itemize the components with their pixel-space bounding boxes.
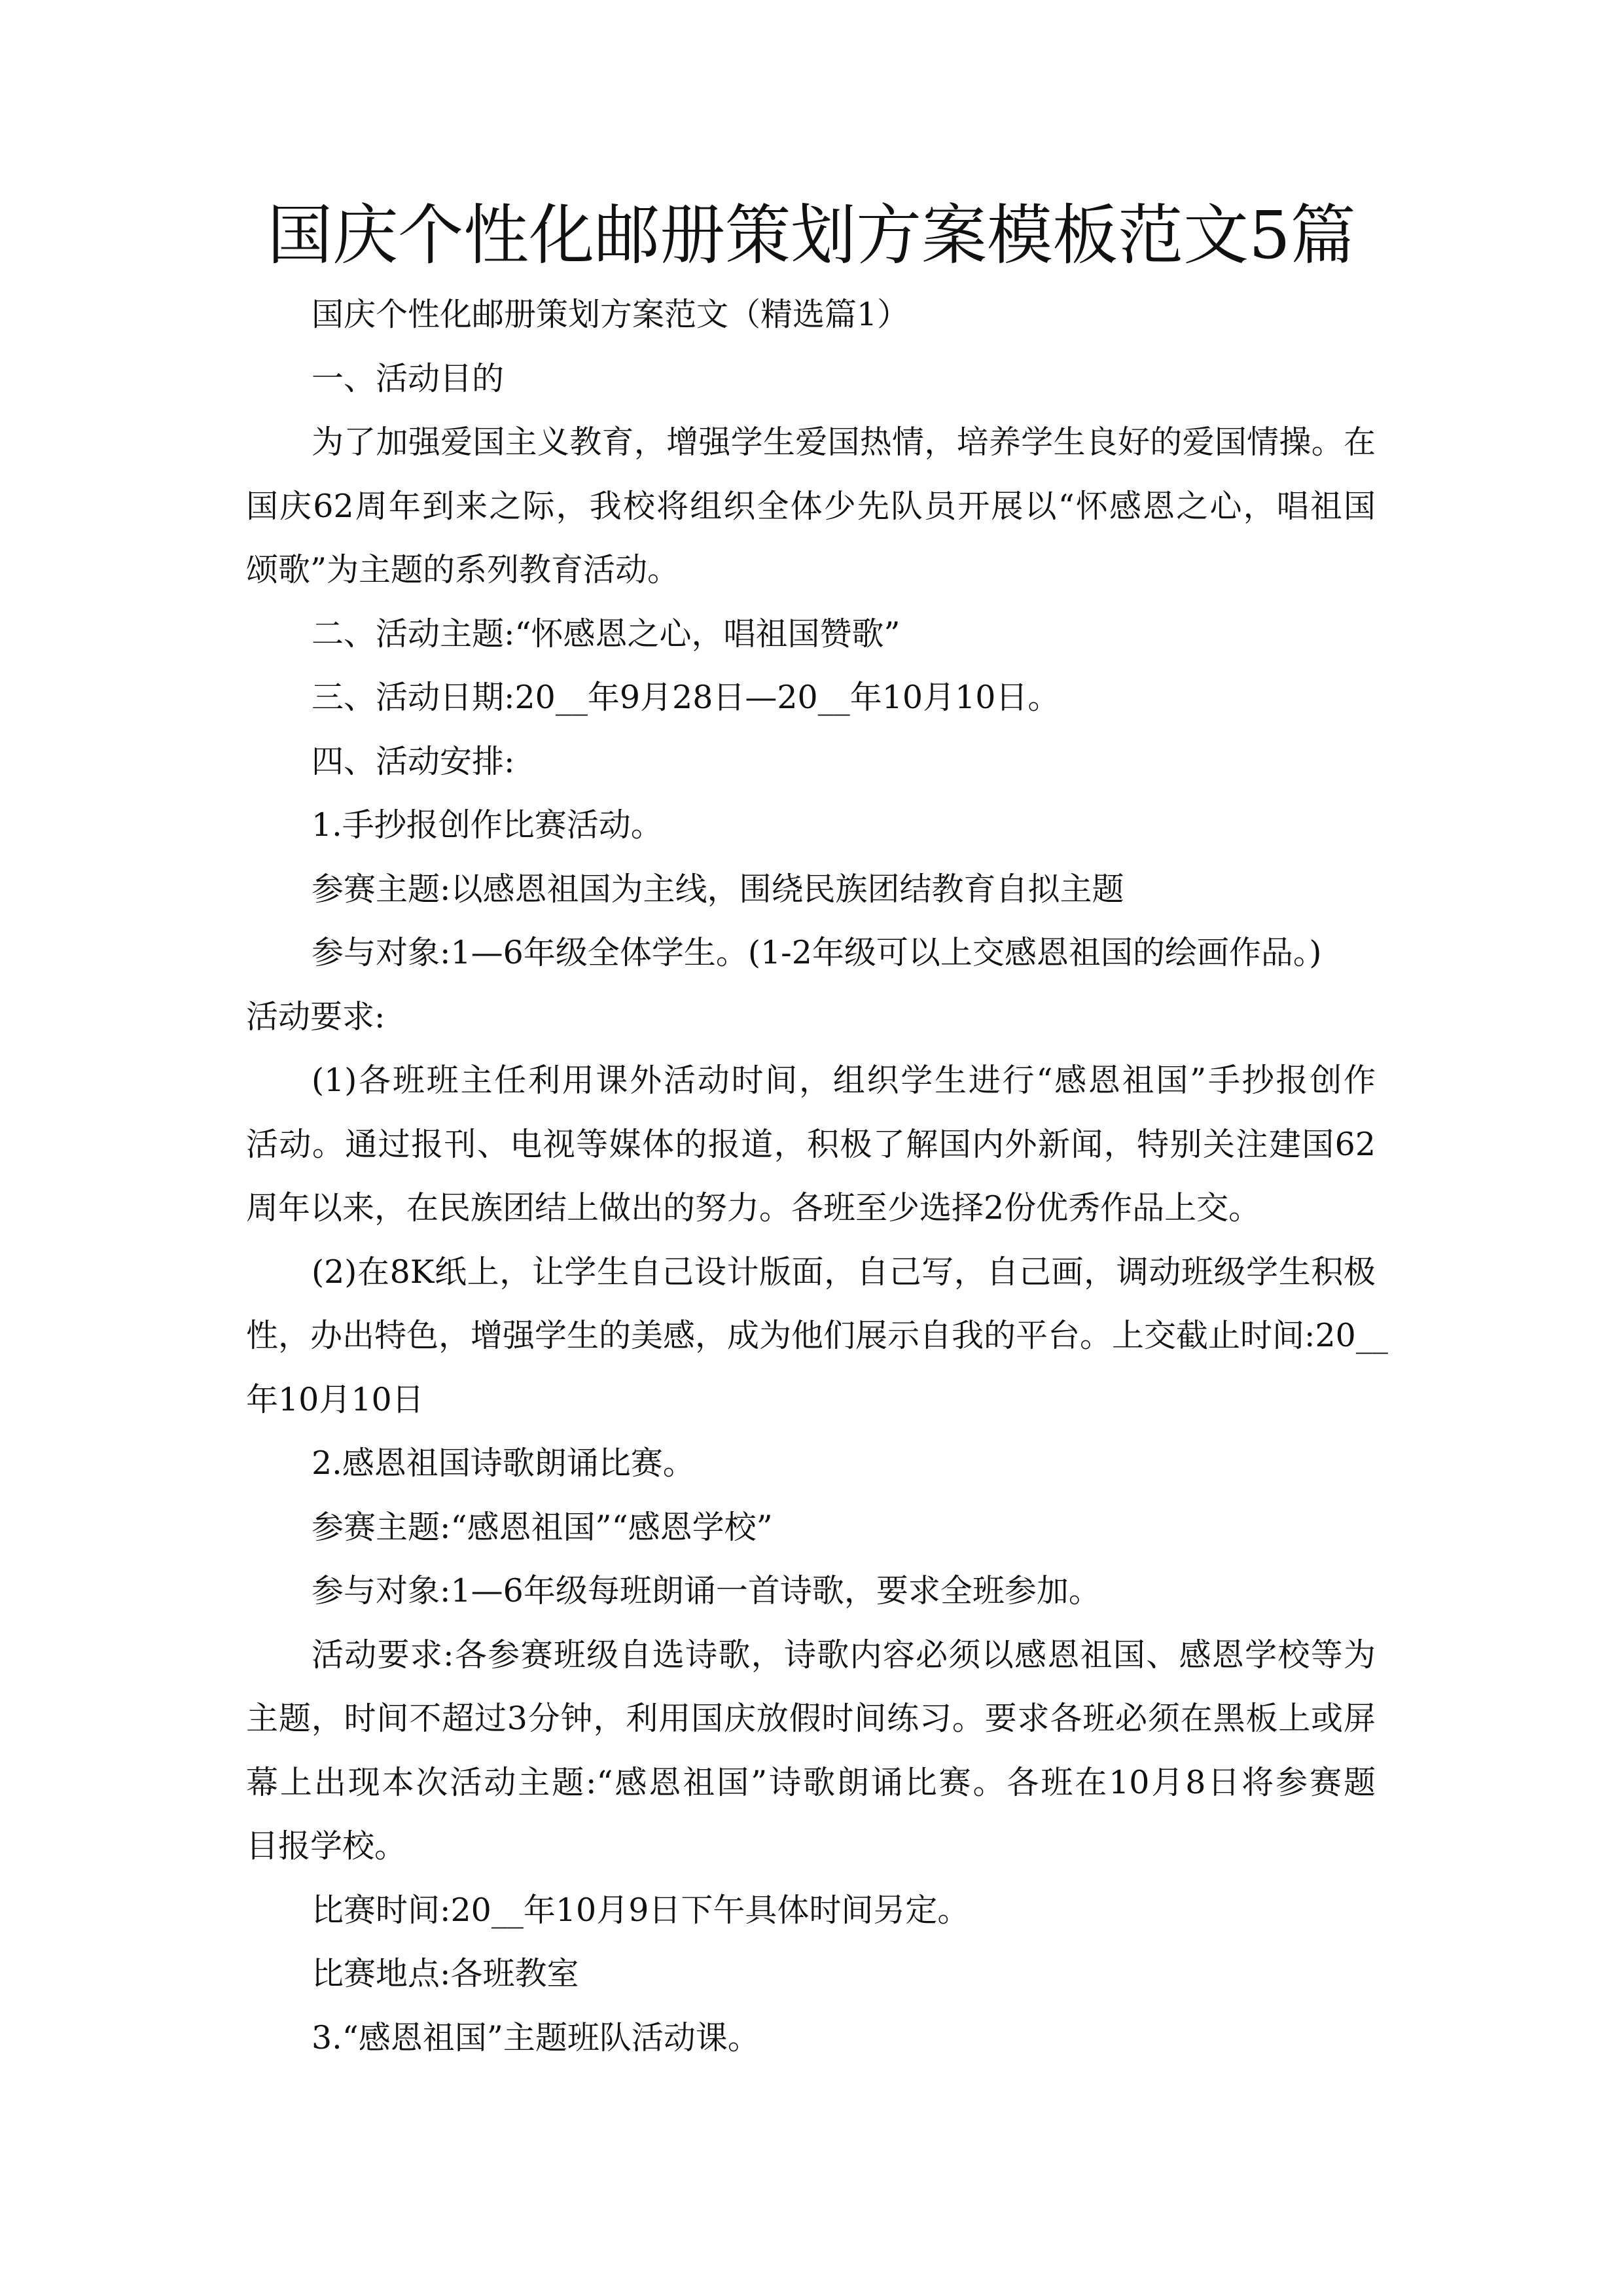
text-line: 幕上出现本次活动主题:“感恩祖国”诗歌朗诵比赛。各班在10月8日将参赛题 — [246, 1763, 1376, 1801]
text-line: 一、活动目的 — [312, 359, 505, 397]
text-line: 二、活动主题:“怀感恩之心，唱祖国赞歌” — [312, 615, 901, 653]
text-line: 颂歌”为主题的系列教育活动。 — [246, 551, 680, 588]
paragraph — [246, 1240, 1388, 1432]
text-line: 主题，时间不超过3分钟，利用国庆放假时间练习。要求各班必须在黑板上或屏 — [246, 1700, 1376, 1737]
text-line: 四、活动安排: — [312, 742, 515, 780]
text-line: 国庆个性化邮册策划方案范文（精选篇1） — [312, 296, 910, 333]
paragraph — [246, 283, 1376, 347]
text-line: 参与对象:1—6年级每班朗诵一首诗歌，要求全班参加。 — [312, 1572, 1101, 1609]
text-line: 活动。通过报刊、电视等媒体的报道，积极了解国内外新闻，特别关注建国62 — [246, 1125, 1376, 1163]
text-line: 年10月10日 — [246, 1380, 424, 1418]
text-line: 活动要求:各参赛班级自选诗歌，诗歌内容必须以感恩祖国、感恩学校等为 — [312, 1636, 1376, 1674]
text-line: 2.感恩祖国诗歌朗诵比赛。 — [312, 1444, 695, 1482]
paragraph — [246, 1878, 1376, 1943]
text-line: 参与对象:1—6年级全体学生。(1-2年级可以上交感恩祖国的绘画作品。) — [312, 934, 1322, 971]
paragraph — [246, 1049, 1376, 1240]
document-body — [246, 283, 1388, 2070]
text-line: 性，办出特色，增强学生的美感，成为他们展示自我的平台。上交截止时间:20__ — [246, 1317, 1388, 1354]
text-line: 为了加强爱国主义教育，增强学生爱国热情，培养学生良好的爱国情操。在 — [312, 423, 1376, 461]
text-line: (2)在8K纸上，让学生自己设计版面，自己写，自己画，调动班级学生积极 — [312, 1253, 1376, 1291]
text-line: 比赛地点:各班教室 — [312, 1955, 579, 1992]
text-line: (1)各班班主任利用课外活动时间，组织学生进行“感恩祖国”手抄报创作 — [312, 1062, 1376, 1099]
paragraph — [246, 666, 1376, 730]
text-line: 参赛主题:以感恩祖国为主线，围绕民族团结教育自拟主题 — [312, 870, 1124, 908]
text-line: 活动要求: — [246, 997, 385, 1035]
paragraph — [246, 921, 1376, 985]
paragraph — [246, 1623, 1376, 1878]
paragraph — [246, 602, 1376, 666]
paragraph — [246, 1496, 1376, 1560]
paragraph — [246, 1431, 1376, 1496]
paragraph — [246, 730, 1376, 794]
paragraph — [246, 857, 1376, 922]
document-title: 国庆个性化邮册策划方案模板范文5篇 — [267, 197, 1356, 274]
paragraph — [246, 347, 1376, 411]
paragraph — [246, 1942, 1376, 2006]
paragraph — [246, 2006, 1376, 2070]
text-line: 1.手抄报创作比赛活动。 — [312, 806, 663, 844]
paragraph — [246, 1559, 1376, 1623]
paragraph — [246, 793, 1376, 857]
text-line: 周年以来，在民族团结上做出的努力。各班至少选择2份优秀作品上交。 — [246, 1189, 1261, 1227]
text-line: 三、活动日期:20__年9月28日—20__年10月10日。 — [312, 679, 1060, 716]
text-line: 参赛主题:“感恩祖国”“感恩学校” — [312, 1508, 773, 1546]
text-line: 国庆62周年到来之际，我校将组织全体少先队员开展以“怀感恩之心，唱祖国 — [246, 487, 1376, 525]
text-line: 目报学校。 — [246, 1827, 407, 1865]
text-line: 3.“感恩祖国”主题班队活动课。 — [312, 2018, 760, 2056]
paragraph — [246, 410, 1376, 602]
paragraph — [246, 985, 1376, 1049]
text-line: 比赛时间:20__年10月9日下午具体时间另定。 — [312, 1891, 970, 1929]
